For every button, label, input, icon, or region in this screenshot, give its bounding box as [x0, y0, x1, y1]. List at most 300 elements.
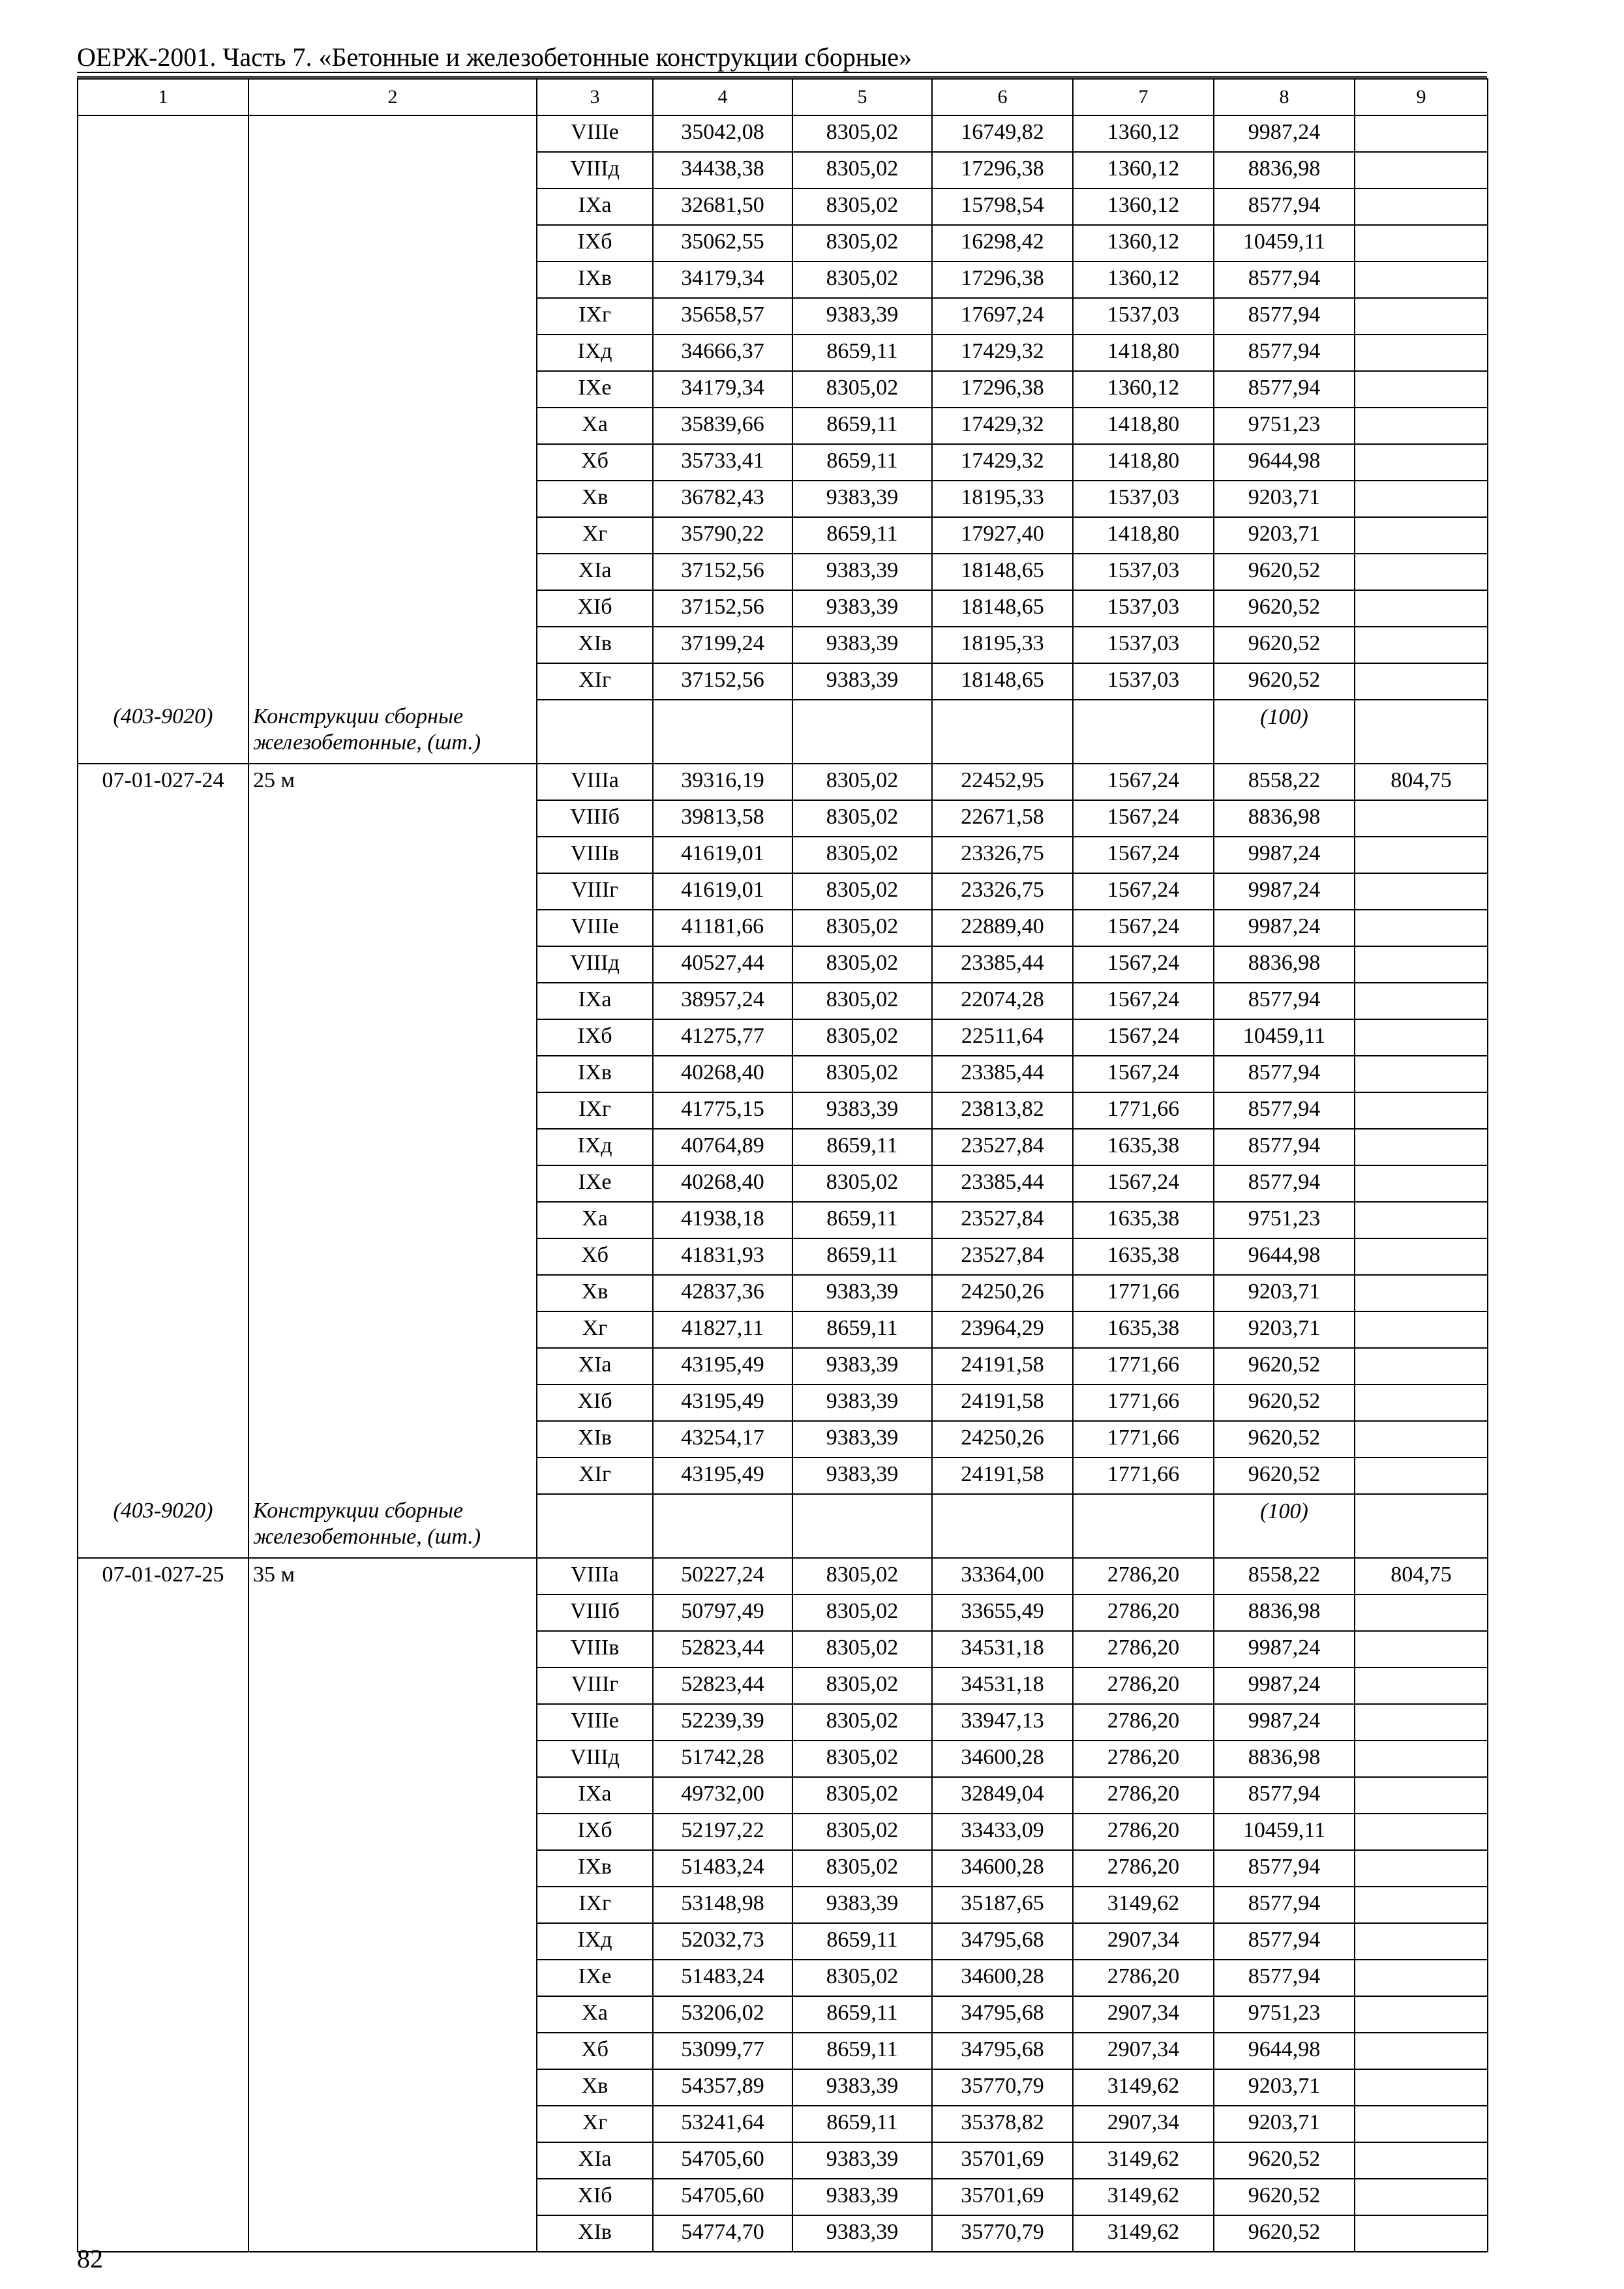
value-cell: 16298,42: [932, 225, 1073, 262]
page-header-title: ОЕРЖ-2001. Часть 7. «Бетонные и железобетонные конструкции сборные»: [77, 42, 912, 72]
table-row: [78, 983, 1488, 1019]
category-cell: Xа: [537, 1202, 653, 1238]
value-cell: 34666,37: [653, 335, 792, 371]
table-row: [78, 444, 1488, 481]
value-cell: 32681,50: [653, 188, 792, 225]
rate-code-cell: [78, 663, 248, 700]
col9-cell: [1355, 115, 1488, 152]
value-cell: 34795,68: [932, 2033, 1073, 2069]
rate-code-cell: [78, 335, 248, 371]
col9-cell: [1355, 1960, 1488, 1996]
value-cell: 2907,34: [1073, 2033, 1214, 2069]
rate-code-cell: [78, 1814, 248, 1850]
col9-cell: [1355, 700, 1488, 764]
rate-name-cell: [248, 1777, 537, 1814]
rate-name-cell: [248, 225, 537, 262]
table-row: [78, 1996, 1488, 2033]
value-cell: 8305,02: [792, 764, 932, 800]
value-cell: 8577,94: [1214, 335, 1355, 371]
value-cell: 23964,29: [932, 1311, 1073, 1348]
rate-name-cell: [248, 663, 537, 700]
value-cell: 51483,24: [653, 1960, 792, 1996]
value-cell: 3149,62: [1073, 1887, 1214, 1923]
rate-name-cell: [248, 1814, 537, 1850]
value-cell: 53148,98: [653, 1887, 792, 1923]
value-cell: 17429,32: [932, 408, 1073, 444]
col9-cell: [1355, 1129, 1488, 1165]
rate-code-cell: [78, 2215, 248, 2252]
column-number: 6: [932, 79, 1073, 115]
rate-name-cell: [248, 2215, 537, 2252]
table-row: [78, 2069, 1488, 2106]
rate-name-cell: [248, 1056, 537, 1092]
column-number: 3: [537, 79, 653, 115]
rate-name-cell: [248, 590, 537, 627]
col9-cell: [1355, 1165, 1488, 1202]
col9-cell: [1355, 1092, 1488, 1129]
value-cell: 9383,39: [792, 2215, 932, 2252]
category-cell: IXг: [537, 1887, 653, 1923]
col9-cell: [1355, 262, 1488, 298]
value-cell: 9383,39: [792, 590, 932, 627]
rate-name-cell: [248, 1458, 537, 1494]
value-cell: 54705,60: [653, 2142, 792, 2179]
value-cell: 8659,11: [792, 2106, 932, 2142]
value-cell: 2786,20: [1073, 1850, 1214, 1887]
rate-code-cell: 07-01-027-24: [78, 764, 248, 800]
value-cell: 34600,28: [932, 1741, 1073, 1777]
rate-code-cell: [78, 1631, 248, 1668]
value-cell: 8305,02: [792, 115, 932, 152]
value-cell: 8305,02: [792, 1019, 932, 1056]
table-row: [78, 837, 1488, 873]
value-cell: 23385,44: [932, 946, 1073, 983]
value-cell: 8659,11: [792, 444, 932, 481]
value-cell: 9620,52: [1214, 1384, 1355, 1421]
col9-cell: [1355, 1202, 1488, 1238]
rate-name-cell: [248, 1887, 537, 1923]
value-cell: 43254,17: [653, 1421, 792, 1458]
column-number: 2: [248, 79, 537, 115]
rate-code-cell: [78, 627, 248, 663]
value-cell: 40268,40: [653, 1056, 792, 1092]
value-cell: 40268,40: [653, 1165, 792, 1202]
value-cell: 9383,39: [792, 1421, 932, 1458]
value-cell: 34179,34: [653, 262, 792, 298]
rate-name-cell: [248, 188, 537, 225]
rate-code-cell: [78, 1348, 248, 1384]
rate-name-cell: [248, 1850, 537, 1887]
rate-code-cell: [78, 1777, 248, 1814]
category-cell: Xа: [537, 408, 653, 444]
value-cell: 8305,02: [792, 1165, 932, 1202]
value-cell: 8558,22: [1214, 1558, 1355, 1594]
value-cell: 52823,44: [653, 1631, 792, 1668]
table-row: [78, 873, 1488, 910]
value-cell: 8659,11: [792, 2033, 932, 2069]
category-cell: IXв: [537, 1056, 653, 1092]
value-cell: 1537,03: [1073, 663, 1214, 700]
value-cell: 1635,38: [1073, 1238, 1214, 1275]
value-cell: 8305,02: [792, 1814, 932, 1850]
col9-cell: [1355, 1056, 1488, 1092]
value-cell: 18195,33: [932, 481, 1073, 517]
value-cell: 34600,28: [932, 1960, 1073, 1996]
resource-unit-cell: (100): [1214, 700, 1355, 764]
rate-code-cell: [78, 1741, 248, 1777]
rate-name-cell: [248, 1165, 537, 1202]
rate-code-cell: [78, 1092, 248, 1129]
value-cell: 35790,22: [653, 517, 792, 554]
value-cell: 8305,02: [792, 800, 932, 837]
value-cell: 40527,44: [653, 946, 792, 983]
category-cell: Xв: [537, 481, 653, 517]
rate-name-cell: 35 м: [248, 1558, 537, 1594]
value-cell: 35658,57: [653, 298, 792, 335]
value-cell: 33655,49: [932, 1594, 1073, 1631]
col9-cell: [1355, 2033, 1488, 2069]
table-row: [78, 1594, 1488, 1631]
rate-code-cell: [78, 1238, 248, 1275]
value-cell: 8659,11: [792, 1202, 932, 1238]
table-row: [78, 1311, 1488, 1348]
value-cell: 37152,56: [653, 590, 792, 627]
value-cell: 8577,94: [1214, 1923, 1355, 1960]
table-row: [78, 663, 1488, 700]
table-row: [78, 517, 1488, 554]
value-cell: 2786,20: [1073, 1631, 1214, 1668]
value-cell: 34179,34: [653, 371, 792, 408]
value-cell: 34795,68: [932, 1996, 1073, 2033]
value-cell: 8577,94: [1214, 1092, 1355, 1129]
value-cell: 9751,23: [1214, 1996, 1355, 2033]
value-cell: 9203,71: [1214, 2106, 1355, 2142]
value-cell: 8305,02: [792, 946, 932, 983]
value-cell: [653, 1494, 792, 1558]
value-cell: 1771,66: [1073, 1275, 1214, 1311]
value-cell: 34531,18: [932, 1668, 1073, 1704]
rate-code-cell: [78, 188, 248, 225]
value-cell: 2786,20: [1073, 1668, 1214, 1704]
col9-cell: [1355, 873, 1488, 910]
rate-name-cell: [248, 1275, 537, 1311]
col9-cell: [1355, 335, 1488, 371]
rate-name-cell: [248, 1348, 537, 1384]
value-cell: 17927,40: [932, 517, 1073, 554]
value-cell: 9383,39: [792, 481, 932, 517]
value-cell: 34795,68: [932, 1923, 1073, 1960]
value-cell: 3149,62: [1073, 2179, 1214, 2215]
value-cell: 33433,09: [932, 1814, 1073, 1850]
resource-code-cell: (403-9020): [78, 1494, 248, 1558]
category-cell: IXб: [537, 225, 653, 262]
value-cell: 9620,52: [1214, 1458, 1355, 1494]
category-cell: VIIIе: [537, 910, 653, 946]
rate-code-cell: [78, 225, 248, 262]
col9-cell: [1355, 2106, 1488, 2142]
table-row: [78, 1384, 1488, 1421]
category-cell: VIIIв: [537, 837, 653, 873]
value-cell: [932, 700, 1073, 764]
col9-cell: [1355, 627, 1488, 663]
category-cell: Xб: [537, 1238, 653, 1275]
value-cell: 8305,02: [792, 1741, 932, 1777]
value-cell: 23385,44: [932, 1056, 1073, 1092]
resource-note-row: [78, 1494, 1488, 1558]
value-cell: 2786,20: [1073, 1594, 1214, 1631]
value-cell: 41275,77: [653, 1019, 792, 1056]
value-cell: 18148,65: [932, 590, 1073, 627]
col9-cell: [1355, 1850, 1488, 1887]
header-rule-top: [77, 72, 1487, 73]
category-cell: XIв: [537, 1421, 653, 1458]
rate-code-cell: [78, 2033, 248, 2069]
value-cell: 2786,20: [1073, 1960, 1214, 1996]
value-cell: 3149,62: [1073, 2215, 1214, 2252]
value-cell: 52823,44: [653, 1668, 792, 1704]
value-cell: 22452,95: [932, 764, 1073, 800]
rate-code-cell: [78, 1129, 248, 1165]
rate-name-cell: [248, 408, 537, 444]
value-cell: 8305,02: [792, 873, 932, 910]
value-cell: 1567,24: [1073, 837, 1214, 873]
category-cell: VIIIа: [537, 764, 653, 800]
value-cell: 8836,98: [1214, 1741, 1355, 1777]
value-cell: 38957,24: [653, 983, 792, 1019]
value-cell: 9644,98: [1214, 444, 1355, 481]
value-cell: 8577,94: [1214, 188, 1355, 225]
category-cell: IXв: [537, 1850, 653, 1887]
value-cell: [932, 1494, 1073, 1558]
rates-table-body: [78, 115, 1488, 2252]
rate-code-cell: 07-01-027-25: [78, 1558, 248, 1594]
col9-cell: [1355, 2215, 1488, 2252]
value-cell: 10459,11: [1214, 1814, 1355, 1850]
value-cell: 1360,12: [1073, 152, 1214, 188]
rate-name-cell: [248, 910, 537, 946]
value-cell: 52239,39: [653, 1704, 792, 1741]
value-cell: 23527,84: [932, 1238, 1073, 1275]
category-cell: VIIIг: [537, 873, 653, 910]
rate-code-cell: [78, 1594, 248, 1631]
value-cell: 41827,11: [653, 1311, 792, 1348]
value-cell: 1567,24: [1073, 1056, 1214, 1092]
value-cell: 33947,13: [932, 1704, 1073, 1741]
value-cell: 9620,52: [1214, 1348, 1355, 1384]
rate-name-cell: [248, 371, 537, 408]
value-cell: 17296,38: [932, 262, 1073, 298]
value-cell: 8305,02: [792, 1704, 932, 1741]
value-cell: 18195,33: [932, 627, 1073, 663]
table-row: [78, 2142, 1488, 2179]
col9-cell: [1355, 517, 1488, 554]
value-cell: 35062,55: [653, 225, 792, 262]
value-cell: 23527,84: [932, 1129, 1073, 1165]
value-cell: 8577,94: [1214, 371, 1355, 408]
category-cell: VIIIд: [537, 946, 653, 983]
value-cell: 2786,20: [1073, 1558, 1214, 1594]
category-cell: VIIIа: [537, 1558, 653, 1594]
value-cell: 8659,11: [792, 1238, 932, 1275]
value-cell: 17296,38: [932, 152, 1073, 188]
value-cell: 1418,80: [1073, 444, 1214, 481]
value-cell: 9203,71: [1214, 1275, 1355, 1311]
category-cell: IXг: [537, 1092, 653, 1129]
table-row: [78, 1348, 1488, 1384]
value-cell: 8305,02: [792, 1960, 932, 1996]
value-cell: 1635,38: [1073, 1129, 1214, 1165]
value-cell: 9383,39: [792, 298, 932, 335]
value-cell: 8577,94: [1214, 1165, 1355, 1202]
value-cell: 9987,24: [1214, 873, 1355, 910]
rate-code-cell: [78, 1704, 248, 1741]
value-cell: 1537,03: [1073, 627, 1214, 663]
value-cell: 8659,11: [792, 408, 932, 444]
value-cell: 9620,52: [1214, 2215, 1355, 2252]
value-cell: 37152,56: [653, 663, 792, 700]
category-cell: XIб: [537, 590, 653, 627]
rate-code-cell: [78, 152, 248, 188]
column-number: 9: [1355, 79, 1488, 115]
value-cell: 1537,03: [1073, 481, 1214, 517]
value-cell: 35042,08: [653, 115, 792, 152]
value-cell: 8577,94: [1214, 983, 1355, 1019]
table-row: [78, 1668, 1488, 1704]
col9-cell: [1355, 1275, 1488, 1311]
value-cell: 33364,00: [932, 1558, 1073, 1594]
value-cell: 8305,02: [792, 1631, 932, 1668]
value-cell: 15798,54: [932, 188, 1073, 225]
resource-note-row: [78, 700, 1488, 764]
col9-cell: [1355, 1631, 1488, 1668]
category-cell: IXв: [537, 262, 653, 298]
value-cell: 1537,03: [1073, 554, 1214, 590]
value-cell: 50227,24: [653, 1558, 792, 1594]
category-cell: IXб: [537, 1814, 653, 1850]
value-cell: 41938,18: [653, 1202, 792, 1238]
value-cell: 35701,69: [932, 2179, 1073, 2215]
value-cell: 9383,39: [792, 1348, 932, 1384]
value-cell: 9987,24: [1214, 837, 1355, 873]
value-cell: 9620,52: [1214, 663, 1355, 700]
value-cell: 8836,98: [1214, 152, 1355, 188]
col9-cell: [1355, 481, 1488, 517]
category-cell: Xв: [537, 2069, 653, 2106]
rate-code-cell: [78, 481, 248, 517]
value-cell: 22511,64: [932, 1019, 1073, 1056]
rate-name-cell: [248, 2106, 537, 2142]
resource-name-cell: Конструкции сборные железобетонные, (шт.): [248, 1494, 537, 1558]
table-row: [78, 1777, 1488, 1814]
rate-code-cell: [78, 1421, 248, 1458]
category-cell: VIIIд: [537, 152, 653, 188]
value-cell: 35770,79: [932, 2069, 1073, 2106]
rate-code-cell: [78, 983, 248, 1019]
rate-name-cell: [248, 1202, 537, 1238]
value-cell: 9203,71: [1214, 517, 1355, 554]
rate-code-cell: [78, 1384, 248, 1421]
column-number: 5: [792, 79, 932, 115]
value-cell: 2907,34: [1073, 2106, 1214, 2142]
value-cell: 9203,71: [1214, 2069, 1355, 2106]
rate-code-cell: [78, 408, 248, 444]
value-cell: [792, 1494, 932, 1558]
value-cell: 24250,26: [932, 1421, 1073, 1458]
value-cell: 22889,40: [932, 910, 1073, 946]
rate-code-cell: [78, 115, 248, 152]
value-cell: 43195,49: [653, 1384, 792, 1421]
value-cell: 9383,39: [792, 1458, 932, 1494]
category-cell: [537, 1494, 653, 1558]
table-row: [78, 627, 1488, 663]
rate-name-cell: [248, 627, 537, 663]
value-cell: 10459,11: [1214, 225, 1355, 262]
value-cell: 35378,82: [932, 2106, 1073, 2142]
rate-name-cell: [248, 2033, 537, 2069]
rate-name-cell: [248, 2142, 537, 2179]
value-cell: 9383,39: [792, 1275, 932, 1311]
value-cell: 1360,12: [1073, 225, 1214, 262]
category-cell: Xг: [537, 2106, 653, 2142]
category-cell: XIв: [537, 627, 653, 663]
category-cell: Xб: [537, 444, 653, 481]
value-cell: 49732,00: [653, 1777, 792, 1814]
value-cell: 1567,24: [1073, 800, 1214, 837]
table-row: [78, 2215, 1488, 2252]
rate-name-cell: [248, 1631, 537, 1668]
value-cell: 8577,94: [1214, 1777, 1355, 1814]
value-cell: 1360,12: [1073, 371, 1214, 408]
value-cell: 9987,24: [1214, 1704, 1355, 1741]
col9-cell: [1355, 1704, 1488, 1741]
rate-name-cell: 25 м: [248, 764, 537, 800]
category-cell: XIг: [537, 663, 653, 700]
value-cell: 8305,02: [792, 188, 932, 225]
resource-code-cell: (403-9020): [78, 700, 248, 764]
rate-name-cell: [248, 1594, 537, 1631]
rate-name-cell: [248, 1311, 537, 1348]
table-row: [78, 1202, 1488, 1238]
table-row: [78, 1165, 1488, 1202]
rate-code-cell: [78, 1311, 248, 1348]
rate-code-cell: [78, 517, 248, 554]
value-cell: 8305,02: [792, 1668, 932, 1704]
col9-cell: [1355, 946, 1488, 983]
category-cell: IXа: [537, 188, 653, 225]
value-cell: 8305,02: [792, 1850, 932, 1887]
category-cell: IXд: [537, 1129, 653, 1165]
value-cell: 9383,39: [792, 1092, 932, 1129]
rate-name-cell: [248, 1960, 537, 1996]
rate-code-cell: [78, 2142, 248, 2179]
rates-table: [77, 78, 1488, 2252]
col9-cell: [1355, 188, 1488, 225]
value-cell: 8836,98: [1214, 800, 1355, 837]
value-cell: 8577,94: [1214, 1887, 1355, 1923]
value-cell: 37199,24: [653, 627, 792, 663]
col9-cell: [1355, 152, 1488, 188]
value-cell: [792, 700, 932, 764]
page-number: 82: [77, 2244, 103, 2273]
rate-name-cell: [248, 1019, 537, 1056]
value-cell: 54774,70: [653, 2215, 792, 2252]
table-row: [78, 2106, 1488, 2142]
value-cell: 9620,52: [1214, 554, 1355, 590]
category-cell: Xг: [537, 517, 653, 554]
col9-cell: [1355, 1311, 1488, 1348]
value-cell: 24191,58: [932, 1348, 1073, 1384]
rate-code-cell: [78, 946, 248, 983]
